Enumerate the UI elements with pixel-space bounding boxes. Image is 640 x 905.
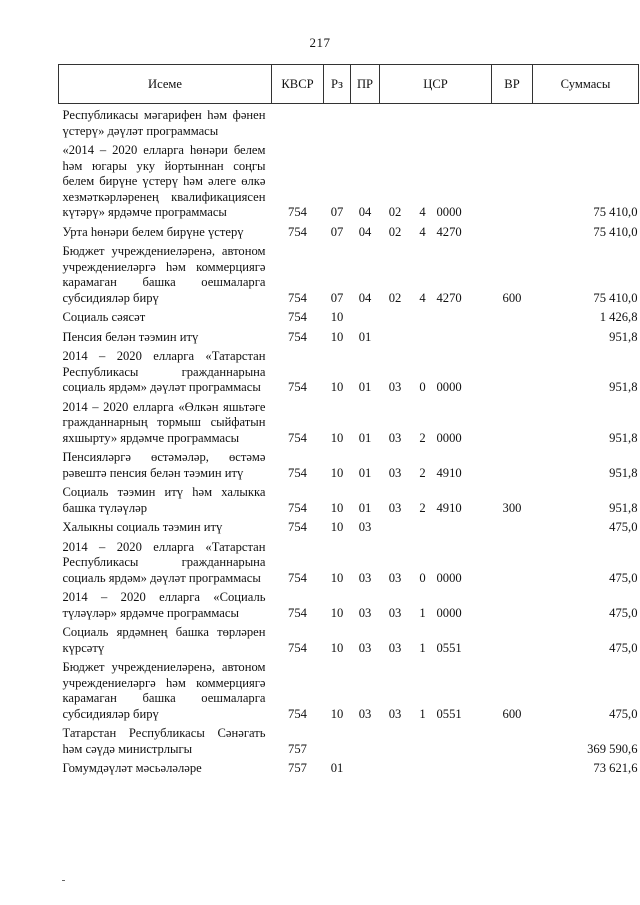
row-csr-program <box>380 757 411 777</box>
row-csr-code <box>435 326 492 346</box>
row-name: Урта һөнәри белем бирүне үстерү <box>62 224 244 239</box>
row-sum <box>533 104 639 140</box>
row-name: Гомумдәүләт мәсьәләләре <box>62 761 202 775</box>
row-rz <box>324 722 351 757</box>
row-kvsr <box>272 104 324 140</box>
row-vr <box>492 326 533 346</box>
row-pr: 01 <box>358 380 372 394</box>
header-name: Исеме <box>59 65 272 104</box>
row-pr <box>351 722 380 757</box>
table-row <box>59 240 639 306</box>
row-csr-code: 0000 <box>436 605 462 620</box>
row-csr-program: 03 <box>388 570 402 585</box>
table-row <box>59 104 639 140</box>
row-csr-code <box>435 757 492 777</box>
row-csr-subprogram: 4 <box>419 224 426 239</box>
table-row <box>59 656 639 722</box>
row-pr <box>351 104 380 140</box>
row-kvsr: 754 <box>288 205 307 219</box>
row-csr-code: 0551 <box>436 640 462 655</box>
row-sum: 951,8 <box>609 329 638 344</box>
row-sum: 475,0 <box>609 605 638 620</box>
scan-artifact <box>62 880 65 881</box>
row-name: 2014 – 2020 елларга «Татарстан Республикасы гражданнарына социаль ярдәм» дәүләт программасы <box>62 349 266 394</box>
row-pr: 03 <box>358 605 372 620</box>
row-sum: 1 426,8 <box>599 310 638 324</box>
row-name: Бюджет учреждениеләренә, автоном учреждениеләргә һәм коммерциягә карамаган башка оешмаларга субсидияләр бирү <box>62 660 266 721</box>
table-row <box>59 481 639 516</box>
row-csr-code <box>435 104 492 140</box>
row-name: 2014 – 2020 елларга «Социаль түләүләр» ярдәмче программасы <box>62 590 266 620</box>
row-csr-program: 03 <box>388 500 402 515</box>
row-vr <box>492 516 533 536</box>
row-rz: 07 <box>330 290 344 305</box>
row-csr-code: 0000 <box>436 430 462 445</box>
table-row <box>59 306 639 326</box>
row-csr-program: 03 <box>388 706 402 721</box>
row-kvsr: 754 <box>288 465 307 480</box>
table-row <box>59 586 639 621</box>
row-csr-subprogram: 1 <box>419 706 426 721</box>
row-csr-subprogram: 1 <box>419 640 426 655</box>
row-pr <box>351 757 380 777</box>
row-pr: 04 <box>358 290 372 305</box>
row-pr: 03 <box>358 570 372 585</box>
budget-table <box>58 64 639 777</box>
row-rz: 10 <box>330 520 344 534</box>
row-name: 2014 – 2020 елларга «Өлкән яшьтәге гражданнарның тормыш сыйфатын яхшырту» ярдәмче программасы <box>62 399 266 445</box>
row-sum: 75 410,0 <box>593 290 638 305</box>
header-pr: ПР <box>351 65 380 104</box>
row-rz: 10 <box>330 640 344 655</box>
row-rz: 10 <box>330 430 344 445</box>
row-pr: 03 <box>358 640 372 655</box>
row-csr-code: 4270 <box>436 290 462 305</box>
row-vr <box>492 396 533 447</box>
row-name: Пенсияләргә өстәмәләр, өстәмә рәвештә пенсия белән тәэмин итү <box>62 450 266 480</box>
page-number: 217 <box>309 35 331 50</box>
row-name: Бюджет учреждениеләренә, автоном учреждениеләргә һәм коммерциягә карамаган башка оешмаларга субсидияләр бирү <box>62 244 266 305</box>
row-vr <box>492 757 533 777</box>
row-csr-program <box>380 516 411 536</box>
row-name: Социаль ярдәмнең башка төрләрен күрсәтү <box>62 625 266 655</box>
row-rz: 01 <box>330 761 344 775</box>
row-kvsr: 754 <box>288 605 307 620</box>
row-csr-code: 0000 <box>436 205 462 219</box>
row-csr-subprogram: 2 <box>419 430 426 445</box>
table-row <box>59 326 639 346</box>
row-sum: 475,0 <box>609 706 638 721</box>
row-rz: 10 <box>330 380 344 394</box>
table-header-row <box>59 65 639 104</box>
table-row <box>59 396 639 447</box>
table-body <box>59 104 639 777</box>
row-csr-program <box>380 306 411 326</box>
row-vr: 600 <box>502 290 522 305</box>
row-kvsr: 754 <box>288 430 307 445</box>
row-rz <box>324 104 351 140</box>
row-csr-subprogram: 0 <box>419 380 426 394</box>
row-sum: 475,0 <box>609 640 638 655</box>
row-kvsr: 754 <box>288 310 307 324</box>
row-name: Социаль тәэмин итү һәм халыкка башка түләүләр <box>62 485 266 515</box>
row-csr-subprogram <box>411 104 435 140</box>
row-kvsr: 754 <box>288 500 307 515</box>
row-rz: 07 <box>330 224 344 239</box>
header-vr: ВР <box>492 65 533 104</box>
row-pr: 03 <box>358 706 372 721</box>
row-csr-subprogram: 2 <box>419 500 426 515</box>
row-csr-subprogram: 0 <box>419 570 426 585</box>
row-rz: 10 <box>330 605 344 620</box>
row-name: Республикасы мәгарифен һәм фәнен үстерү» дәүләт программасы <box>62 108 266 138</box>
table-row <box>59 516 639 536</box>
row-pr: 01 <box>358 329 372 344</box>
row-csr-code: 0551 <box>436 706 462 721</box>
row-kvsr: 754 <box>288 224 307 239</box>
row-csr-code: 4910 <box>436 465 462 480</box>
row-kvsr: 754 <box>288 520 307 534</box>
row-csr-subprogram <box>411 757 435 777</box>
row-csr-subprogram <box>411 722 435 757</box>
row-vr <box>492 104 533 140</box>
table-row <box>59 139 639 221</box>
row-kvsr: 757 <box>288 761 307 775</box>
row-kvsr: 754 <box>288 706 307 721</box>
table-row <box>59 621 639 656</box>
row-rz: 10 <box>330 706 344 721</box>
row-name: Пенсия белән тәэмин итү <box>62 329 199 344</box>
row-csr-subprogram <box>411 516 435 536</box>
row-csr-subprogram: 1 <box>419 605 426 620</box>
row-name: Халыкны социаль тәэмин итү <box>62 520 223 534</box>
row-csr-subprogram <box>411 306 435 326</box>
row-csr-program <box>380 326 411 346</box>
row-pr <box>351 306 380 326</box>
header-kvsr: КВСР <box>272 65 324 104</box>
row-csr-subprogram: 4 <box>419 205 426 219</box>
row-name: 2014 – 2020 елларга «Татарстан Республикасы гражданнарына социаль ярдәм» дәүләт программасы <box>62 539 266 585</box>
row-csr-program: 02 <box>388 205 402 219</box>
row-rz: 07 <box>330 205 344 219</box>
row-pr: 03 <box>358 520 372 534</box>
table-row <box>59 446 639 481</box>
table-row <box>59 345 639 396</box>
row-name: Социаль сәясәт <box>62 310 146 324</box>
row-kvsr: 757 <box>288 741 307 756</box>
row-csr-code: 4910 <box>436 500 462 515</box>
table-row <box>59 757 639 777</box>
row-kvsr: 754 <box>288 329 307 344</box>
row-csr-subprogram: 4 <box>419 290 426 305</box>
header-csr: ЦСР <box>380 65 492 104</box>
row-sum: 369 590,6 <box>587 741 638 756</box>
row-csr-code: 0000 <box>436 570 462 585</box>
row-sum: 73 621,6 <box>593 761 638 775</box>
row-pr: 01 <box>358 465 372 480</box>
row-sum: 475,0 <box>609 570 638 585</box>
row-csr-subprogram: 2 <box>419 465 426 480</box>
table-row <box>59 221 639 241</box>
row-vr <box>492 446 533 481</box>
row-csr-program: 02 <box>388 224 402 239</box>
row-csr-program <box>380 104 411 140</box>
header-rz: Рз <box>324 65 351 104</box>
row-csr-program: 03 <box>388 380 402 394</box>
table-row <box>59 722 639 757</box>
row-sum: 951,8 <box>609 430 638 445</box>
row-sum: 951,8 <box>609 500 638 515</box>
row-csr-program: 03 <box>388 605 402 620</box>
row-csr-subprogram <box>411 326 435 346</box>
row-rz: 10 <box>330 465 344 480</box>
row-sum: 75 410,0 <box>593 224 638 239</box>
row-csr-code <box>435 516 492 536</box>
row-name: Татарстан Республикасы Сәнәгать һәм сәүдә министрлыгы <box>62 726 266 756</box>
header-sum: Суммасы <box>533 65 639 104</box>
row-csr-code <box>435 306 492 326</box>
row-vr <box>492 345 533 396</box>
row-sum: 75 410,0 <box>593 205 638 219</box>
row-pr: 04 <box>358 224 372 239</box>
row-pr: 01 <box>358 500 372 515</box>
row-kvsr: 754 <box>288 380 307 394</box>
row-vr <box>492 306 533 326</box>
row-rz: 10 <box>330 570 344 585</box>
row-vr: 300 <box>502 500 522 515</box>
row-csr-code: 0000 <box>436 380 462 394</box>
row-csr-program: 02 <box>388 290 402 305</box>
row-kvsr: 754 <box>288 570 307 585</box>
row-vr <box>492 621 533 656</box>
row-rz: 10 <box>330 329 344 344</box>
row-sum: 951,8 <box>609 465 638 480</box>
row-vr: 600 <box>502 706 522 721</box>
row-vr <box>492 586 533 621</box>
row-name: «2014 – 2020 елларга һөнәри белем һәм югары уку йортыннан соңгы белем бирүне үстерү һәм әлеге өлкә хезмәткәрләренең квалификациясен күтәрү» ярдәмче программасы <box>62 143 266 219</box>
row-sum: 951,8 <box>609 380 638 394</box>
row-vr <box>492 221 533 241</box>
row-rz: 10 <box>330 310 344 324</box>
row-vr <box>492 139 533 221</box>
row-sum: 475,0 <box>609 520 638 534</box>
row-pr: 01 <box>358 430 372 445</box>
row-csr-code <box>435 722 492 757</box>
row-pr: 04 <box>358 205 372 219</box>
row-csr-code: 4270 <box>436 224 462 239</box>
row-csr-program: 03 <box>388 640 402 655</box>
row-csr-program <box>380 722 411 757</box>
row-vr <box>492 536 533 587</box>
row-csr-program: 03 <box>388 430 402 445</box>
table-row <box>59 536 639 587</box>
row-rz: 10 <box>330 500 344 515</box>
row-kvsr: 754 <box>288 290 307 305</box>
row-kvsr: 754 <box>288 640 307 655</box>
row-vr <box>492 722 533 757</box>
row-csr-program: 03 <box>388 465 402 480</box>
